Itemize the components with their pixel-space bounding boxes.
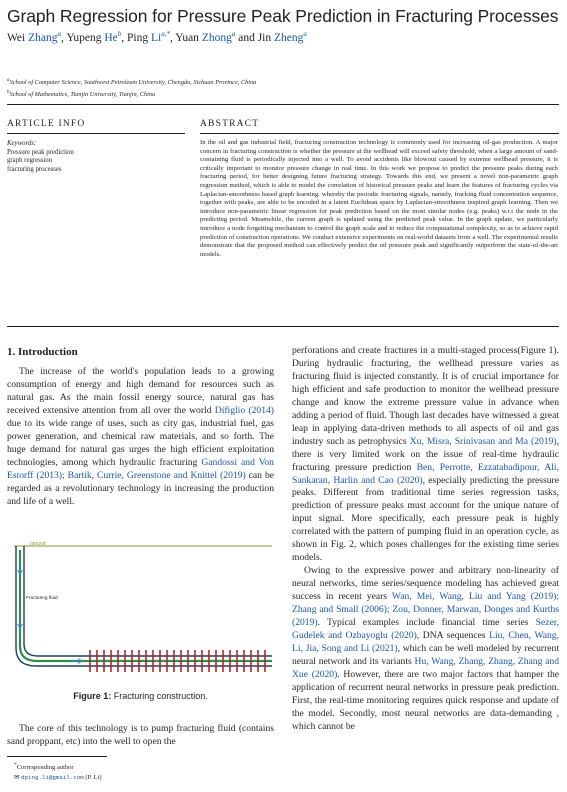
abstract-heading: ABSTRACT — [200, 119, 260, 129]
keywords-block — [7, 140, 74, 174]
citation-link[interactable]: Xu, Misra, Srinivasan and Ma (2019) — [409, 435, 557, 447]
figure-caption-text: Fracturing construction. — [111, 691, 208, 701]
abstract-bottom-rule — [7, 326, 559, 327]
email-icon: ✉ — [14, 774, 20, 782]
paper-title: Graph Regression for Pressure Peak Prediction in Fracturing Processes — [7, 6, 559, 26]
author-list: Wei Zhang$^a$, Yupeng He$^b$, Ping $Li^{a,*}$, Yuan Zhong$^a$ and Jin Zheng$^a$ — [7, 30, 307, 44]
well-casing — [16, 546, 272, 666]
affiliation: $^b$School of Mathematics, Tianjin University, Tianjin, China — [7, 89, 156, 98]
fracturing-construction-figure — [10, 538, 275, 688]
citation-link[interactable]: Gandossi and Von Estorff (2013); Bartik, Currie, Greenstone and Knittel (2019) — [7, 456, 274, 481]
figure-caption — [7, 691, 274, 701]
keyword: Pressure peak prediction — [7, 148, 74, 156]
section-heading-introduction: 1. Introduction — [7, 346, 78, 358]
article-info-heading: ARTICLE INFO — [7, 119, 86, 129]
citation-link[interactable]: Liu, Chen, Wang, Li, Jia, Song and Li (2021) — [292, 629, 559, 654]
corresponding-author-label: Corresponding author — [16, 764, 74, 772]
citation-link[interactable]: Difiglio (2014) — [214, 404, 274, 416]
ground-label: ground — [30, 541, 46, 547]
author-name: Jin Zheng$^a$ — [257, 30, 307, 44]
intro-paragraph-1: The increase of the world's population leads to a growing consumption of energy and high demand for resources such as natural gas. As the main fossil energy source, natural gas has received extensive attention from all over the world Difiglio (2014) due to its wide range of uses, such as city gas, industrial fuel, gas power generation, and chemical raw materials, and so forth. The huge demand for natural gas urges the high efficient exploitation technologies, among which hydraulic fracturing Gandossi and Von Estorff (2013); Bartik, Currie, Greenstone and Knittel (2019) can be regarded as a revolutionary technology in increasing the production and life of a well. — [7, 366, 274, 507]
flow-arrows — [18, 564, 83, 664]
author-name: Yupeng He$^b$ — [66, 30, 122, 44]
author-name: Wei Zhang$^a$ — [7, 30, 61, 44]
footnote-rule — [7, 756, 107, 757]
intro-right-column: perforations and create fractures in a multi-staged process(Figure 1). During hydraulic fracturing, the wellhead pressure varies as fracturing fluid is injected constantly. It is of crucial importance for high efficient and safe production to monitor the wellhead pressure change and know the extreme pressure value in advance when adding a period of fluid. Though last decades have witnessed a great leap in applying data-driven methods to all aspects of oil and gas industry such as petrophysics Xu, Misra, Srinivasan and Ma (2019), there is very limited work on the issue of real-time hydraulic fracturing pressure prediction Ben, Perrotte, Ezzatabadipour, Ali, Sankaran, Harlin and Cao (2020), especially predicting the pressure peaks. Different from traditional time series regression tasks, prediction of pressure peaks must account for the unique nature of input signal. More specifically, each pressure peak is highly correlated with the pattern of pumping fluid in an operation cycle, as shown in Fig. 2, which poses challenges for the existing time series models. Owing to the expressive power and arbitrary non-linearity of neural networks, time series/sequence modeling has achieved great success in recent years Wan, Mei, Wang, Liu and Yang (2019); Zhang and Small (2006); Zou, Donner, Marwan, Donges and Kurths (2019). Typical examples include financial time series Sezer, Gudelek and Ozbayoglu (2020), DNA sequences Liu, Chen, Wang, Li, Jia, Song and Li (2021), which can be well modeled by recurrent neural network and its variants Hu, Wang, Zhang, Zhang, Zhang and Xue (2020). However, there are two major factors that hamper the application of recurrent neural networks in pressure peak prediction. First, the real-time monitoring requires quick response and update of the model. Secondly, most neural networks are data-demanding , which cannot be — [292, 345, 559, 732]
corresponding-email[interactable]: dping.li@gmail.com — [21, 774, 84, 782]
header-rule — [7, 104, 559, 105]
abstract-text: In the oil and gas industrial field, fracturing construction technology is commonly used for increasing oil-gas production. A major concern in fracturing construction is whether the pressure at the wellhead will exceed safety threshold, when a large amount of sand-containing fluid is periodically injected into a well. To avoid accidents like blowout caused by extreme wellhead pressure, it is critically important to monitor pressure change in real time. In this work we propose to predict the pressure peaks during each fracturing period, for better designing future fracturing strategy. Towards this end, we present a novel non-parametric graph regression method, which is able to model the correlation of historical pressure peaks and learn the features of fracturing cycles via Laplacian-smoothness based graph learning. whereby the periodic fracturing signals, namely, fracking fluid concentration sequence, together with peaks, are able to be encoded in a latent Euclidean space by Laplacian-smoothness inspired graph learning. Then we introduce non-parametric linear regression for peak prediction based on the most similar nodes (e.g. peaks) w.r.t the node in the predicting period. Meanwhile, the current graph is updated using the predicted peak value. In the graph update, we particularly introduce a node forgetting mechanism to control the graph scale and to reduce the computational complexity, so as to achieve rapid prediction of construction operations. We conduct extensive experiments on real-world datasets from a well. The experimental results demonstrate that the proposed method can effectively predict the oil pressure peak and significantly outperform the state-of-the-art models. — [200, 139, 558, 258]
keyword: fracturing processes — [7, 165, 62, 173]
fracturing-fluid-label: Fracturing fluid — [26, 596, 58, 601]
article-info-rule — [7, 133, 185, 134]
author-name: Yuan Zhong$^a$ — [175, 30, 236, 44]
affiliation: $^a$School of Computer Science, Southwest Petroleum University, Chengdu, Sichuan Province, China — [7, 78, 257, 87]
citation-link[interactable]: Wan, Mei, Wang, Liu and Yang (2019); Zhang and Small (2006); Zou, Donner, Marwan, Donges and Kurths (2019) — [292, 591, 559, 629]
figure-label: Figure 1: — [73, 691, 112, 701]
citation-link[interactable]: Hu, Wang, Zhang, Zhang, Zhang and Xue (2020) — [292, 655, 559, 680]
abstract-rule — [200, 133, 559, 134]
footnote-star: * — [14, 762, 17, 768]
footnote — [14, 760, 102, 783]
author-name: Ping $Li^{a,*}$ — [127, 30, 170, 44]
keyword: graph regression — [7, 157, 53, 164]
corresponding-name: (P. Li) — [83, 774, 102, 782]
citation-link[interactable]: Ben, Perrotte, Ezzatabadipour, Ali, Sankaran, Harlin and Cao (2020) — [292, 461, 559, 486]
keywords-label: Keywords: — [7, 140, 37, 147]
intro-paragraph-2: The core of this technology is to pump fracturing fluid (contains sand proppant, etc) into the well to open the — [7, 723, 274, 747]
keywords-list — [7, 149, 74, 175]
affiliations — [7, 76, 256, 99]
citation-link[interactable]: Sezer, Gudelek and Ozbayoglu (2020) — [292, 617, 559, 641]
